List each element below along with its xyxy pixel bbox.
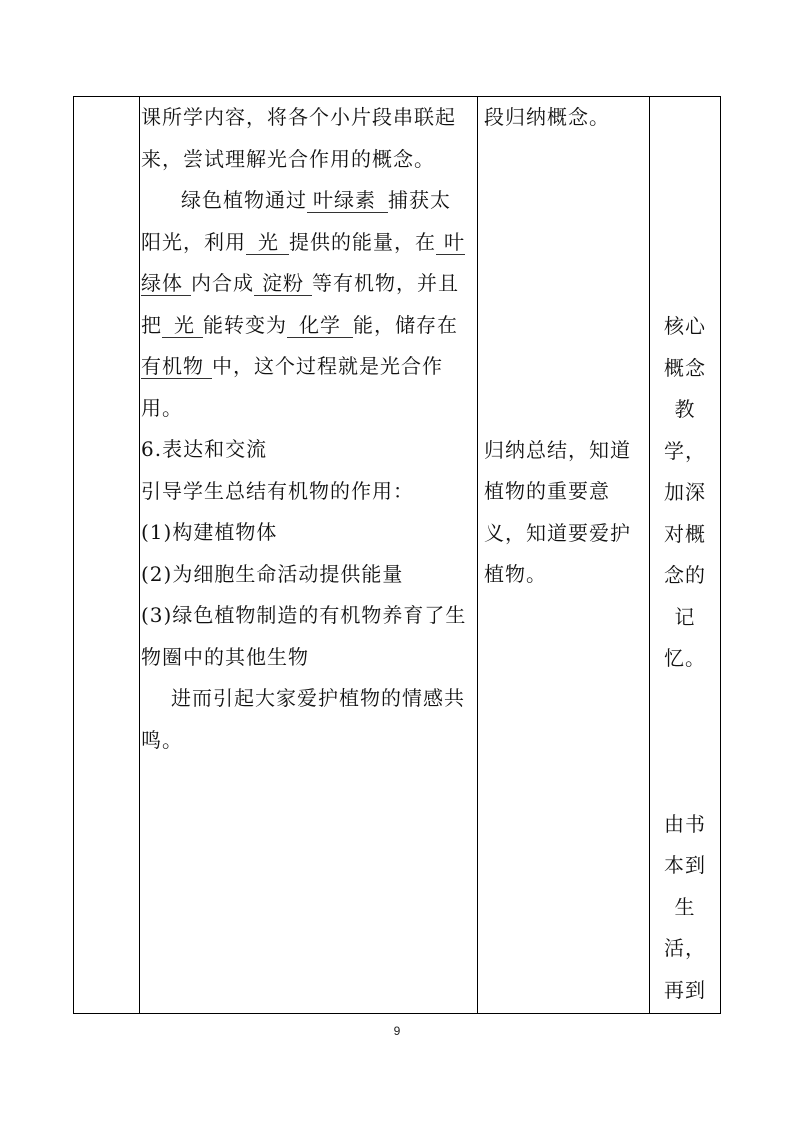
list-item: (2)为细胞生命活动提供能量: [141, 561, 404, 586]
text-line: 进而引起大家爱护植物的情感共: [171, 686, 465, 710]
text-line: 加深: [664, 480, 706, 504]
column-divider: [649, 96, 650, 1014]
text-span: 中，这个过程就是光合作: [212, 354, 443, 378]
text-line: 来，尝试理解光合作用的概念。: [141, 146, 435, 171]
text-span: 捕获太: [388, 188, 451, 212]
teaching-process-cell: [141, 97, 476, 761]
fill-blank-line: [141, 222, 476, 264]
text-line: 植物的重要意: [484, 479, 610, 503]
text-line: 概念: [664, 355, 706, 380]
list-item: (3)绿色植物制造的有机物养育了生: [141, 603, 467, 627]
answer-blank: 光: [246, 230, 289, 255]
note-cell: [653, 97, 717, 1011]
text-span: 能转变为: [203, 312, 287, 337]
answer-blank: 叶: [436, 230, 465, 255]
text-line: 学，: [664, 438, 706, 463]
column-divider: [477, 96, 478, 1014]
text-span: 绿色植物通过: [181, 188, 307, 212]
text-line: 生: [674, 894, 696, 919]
answer-blank: 有机物: [141, 354, 212, 379]
text-line: 归纳总结，知道: [484, 437, 631, 462]
text-line: 念的: [664, 563, 706, 587]
text-line: 课所学内容，将各个小片段串联起: [141, 105, 456, 129]
text-line: 再到: [664, 977, 706, 1002]
fill-blank-line: [141, 180, 476, 222]
text-line: 本到: [664, 853, 706, 877]
text-line: 植物。: [484, 562, 547, 586]
text-line: 义，知道要爱护: [484, 520, 631, 545]
text-line: 对概: [664, 521, 706, 546]
answer-blank: 化学: [287, 313, 353, 338]
lesson-table: [73, 96, 721, 1014]
fill-blank-line: [141, 305, 476, 347]
text-span: 等有机物，并且: [312, 271, 459, 295]
text-line: 由书: [664, 811, 706, 836]
text-span: 提供的能量，在: [289, 229, 436, 254]
text-line: 教: [674, 397, 696, 421]
purpose-cell: [484, 97, 644, 596]
table-left-border: [73, 96, 74, 1014]
page-number: 9: [393, 1024, 401, 1038]
fill-blank-line: [141, 263, 476, 305]
text-span: 能，储存在: [353, 312, 458, 337]
text-span: 阳光，利用: [141, 229, 246, 254]
text-line: 用。: [141, 395, 183, 420]
section-title: 6.表达和交流: [141, 437, 268, 461]
list-item: 物圈中的其他生物: [141, 644, 309, 669]
answer-blank: 淀粉: [254, 271, 312, 296]
text-line: 引导学生总结有机物的作用：: [141, 478, 414, 503]
text-line: 段归纳概念。: [484, 105, 610, 129]
list-item: (1)构建植物体: [141, 520, 278, 544]
text-line: 忆。: [664, 646, 706, 670]
text-line: 核心: [664, 314, 706, 338]
column-divider: [139, 96, 140, 1014]
answer-blank: 光: [162, 313, 203, 338]
table-bottom-border: [73, 1013, 721, 1014]
answer-blank: 绿体: [141, 271, 191, 296]
text-span: 把: [141, 312, 162, 337]
text-line: 记: [674, 604, 696, 629]
text-span: 内合成: [191, 271, 254, 295]
fill-blank-line: [141, 346, 476, 388]
text-line: 活，: [664, 936, 706, 960]
table-right-border: [720, 96, 721, 1014]
text-line: 鸣。: [141, 727, 183, 752]
answer-blank: 叶绿素: [307, 188, 388, 213]
